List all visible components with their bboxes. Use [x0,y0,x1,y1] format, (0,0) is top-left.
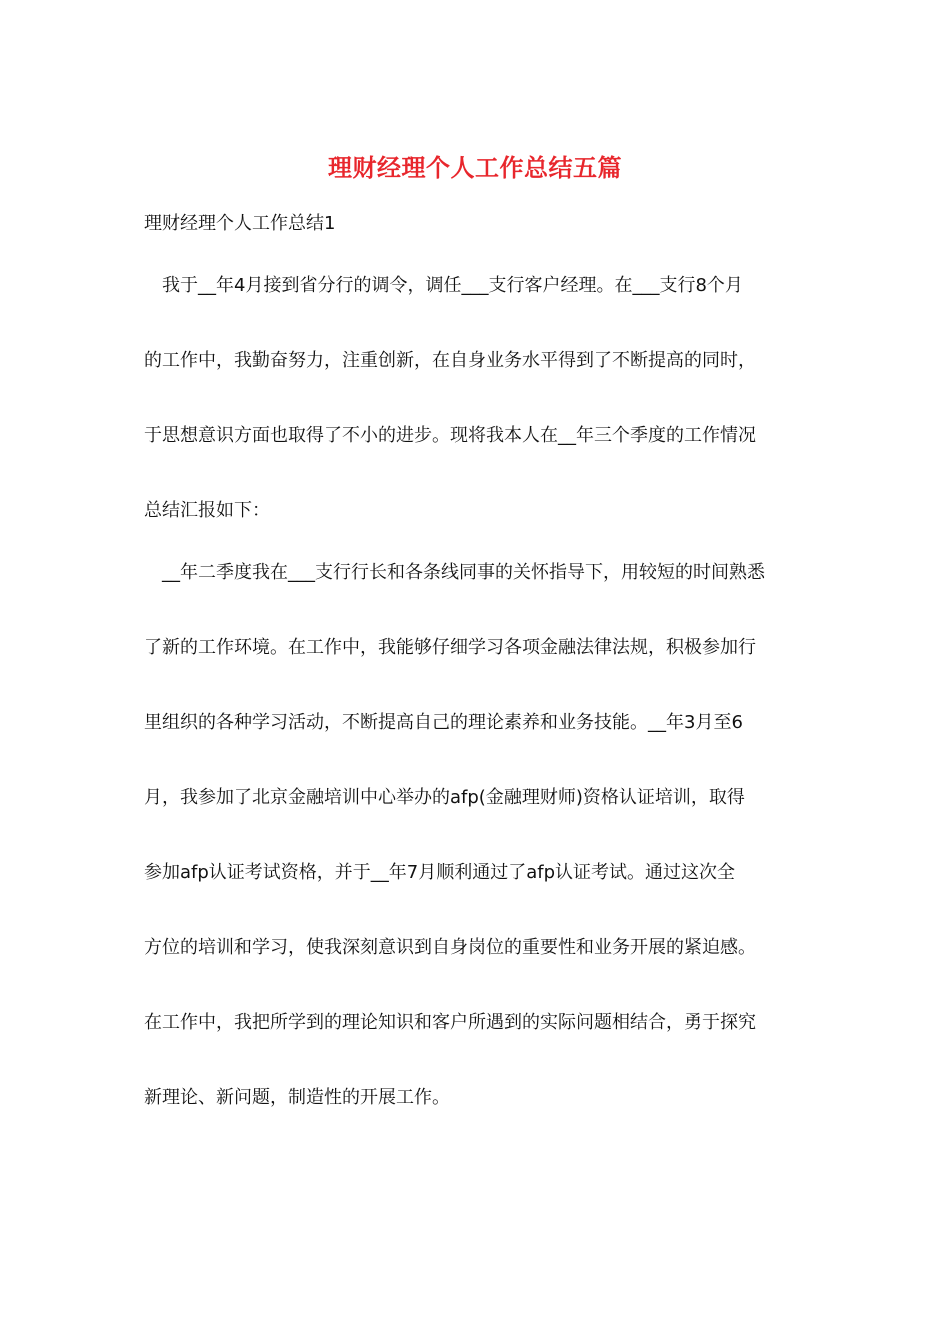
paragraph-line: 参加afp认证考试资格，并于__年7月顺利通过了afp认证考试。通过这次全 [144,862,736,883]
paragraph-line: 月，我参加了北京金融培训中心举办的afp(金融理财师)资格认证培训，取得 [144,787,745,808]
paragraph-line: __年二季度我在___支行行长和各条线同事的关怀指导下，用较短的时间熟悉 [144,562,765,583]
document-title: 理财经理个人工作总结五篇 [328,154,622,182]
paragraph-line: 新理论、新问题，制造性的开展工作。 [144,1087,450,1108]
paragraph-line: 我于__年4月接到省分行的调令，调任___支行客户经理。在___支行8个月 [144,275,743,296]
paragraph-line: 于思想意识方面也取得了不小的进步。现将我本人在__年三个季度的工作情况 [144,425,756,446]
paragraph-line: 方位的培训和学习，使我深刻意识到自身岗位的重要性和业务开展的紧迫感。 [144,937,756,958]
paragraph-line: 在工作中，我把所学到的理论知识和客户所遇到的实际问题相结合，勇于探究 [144,1012,756,1033]
paragraph-line: 总结汇报如下： [144,500,270,521]
paragraph-line: 里组织的各种学习活动，不断提高自己的理论素养和业务技能。__年3月至6 [144,712,743,733]
section-heading: 理财经理个人工作总结1 [144,213,336,234]
paragraph-line: 的工作中，我勤奋努力，注重创新，在自身业务水平得到了不断提高的同时， [144,350,756,371]
paragraph-line: 了新的工作环境。在工作中，我能够仔细学习各项金融法律法规，积极参加行 [144,637,756,658]
